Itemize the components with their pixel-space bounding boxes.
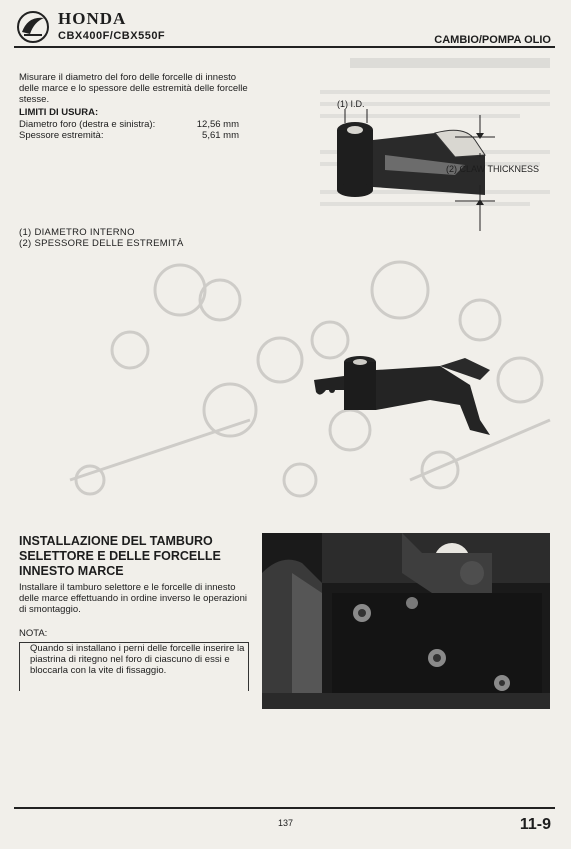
legend-item: (1) DIAMETRO INTERNO [19, 227, 135, 238]
gearbox-installation-photo [262, 533, 550, 709]
footer-rule [14, 807, 555, 809]
limit-row [19, 119, 239, 130]
legend-item: (2) SPESSORE DELLE ESTREMITÀ [19, 238, 184, 249]
model-name: CBX400F/CBX550F [58, 30, 166, 42]
shift-fork-exploded-view [50, 250, 570, 520]
claw-thickness-label: (2) CLAW THICKNESS [446, 164, 540, 174]
section-title: CAMBIO/POMPA OLIO [434, 34, 551, 46]
header-rule [14, 46, 555, 48]
page-reference: 11-9 [519, 816, 551, 833]
honda-wing-logo-icon [14, 10, 52, 44]
note-box [19, 642, 249, 691]
install-heading: INSTALLAZIONE DEL TAMBURO SELETTORE E DELLE FORCELLE INNESTO MARCE [19, 534, 221, 578]
limit-label: Spessore estremità: [19, 130, 104, 141]
brand-name: HONDA [58, 9, 127, 28]
limit-row [19, 130, 239, 141]
limit-value: 12,56 mm [196, 119, 239, 130]
limits-title: LIMITI DI USURA: [19, 107, 99, 118]
measure-intro: Misurare il diametro del foro delle forcelle di innesto delle marce e lo spessore delle estremità delle forcelle stesse. [19, 72, 248, 105]
limit-label: Diametro foro (destra e sinistra): [19, 119, 156, 130]
install-text: Installare il tamburo selettore e le forcelle di innesto delle marce effettuando in ordine inverso le operazioni di smontaggio. [19, 582, 247, 615]
note-title: NOTA: [19, 628, 48, 639]
limit-value: 5,61 mm [202, 130, 239, 141]
note-text: Quando si installano i perni delle forcelle inserire la piastrina di ritegno nel foro di ciascuno di essi e bloccarla con la vite di fissaggio. [30, 643, 245, 676]
page-number: 137 [278, 818, 294, 828]
id-label: (1) I.D. [337, 99, 365, 109]
